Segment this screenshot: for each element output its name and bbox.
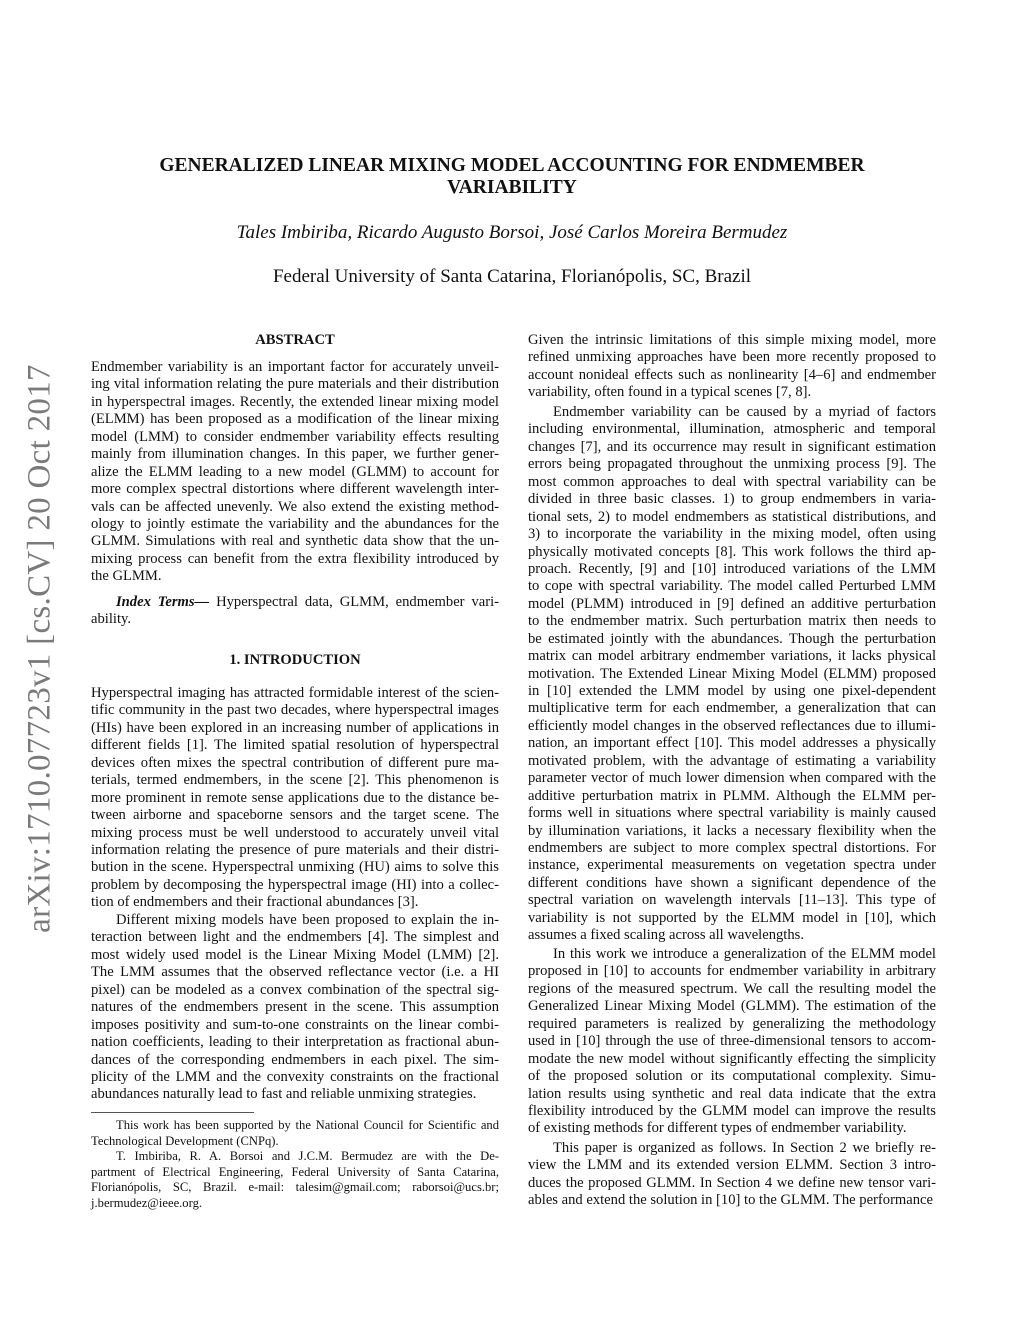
text-line: ology to jointly estimate the variability and the abundances for the [91,515,499,532]
text-line: mixing process can benefit from the extra flexibility introduced by [91,550,499,567]
text-line: the GLMM. [91,568,162,585]
text-line: including environmental, illumination, atmospheric and temporal [528,421,936,438]
text-line: motivation. The Extended Linear Mixing Model (ELMM) proposed [528,665,936,682]
index-terms-text: Hyperspectral data, GLMM, endmember vari- [216,594,499,610]
paper-title-line-2: VARIABILITY [447,177,577,198]
text-line: most widely used model is the Linear Mixing Model (LMM) [2]. [91,946,499,963]
text-line: lation results using synthetic and real data indicate that the extra [528,1085,936,1102]
text-line: most common approaches to deal with spectral variability can be [528,473,936,490]
intro-paragraph [91,912,499,1104]
text-line: proach. Recently, [9] and [10] introduced variations of the LMM [528,560,936,577]
intro-paragraph [528,404,936,945]
text-line: natures of the endmembers present in the scene. This assumption [91,999,499,1016]
text-line: mixing process must be well understood to accurately unveil vital [91,824,499,841]
text-line: additive perturbation matrix in PLMM. Although the ELMM per- [528,787,936,804]
text-line: nation, an important effect [10]. This model addresses a physically [528,735,936,752]
text-line: j.bermudez@ieee.org. [91,1195,203,1210]
text-line: variability, often found in a typical scenes [7, 8]. [528,384,812,401]
footnote-divider [91,1112,254,1113]
text-line: vals can be affected unevenly. We also extend the existing method- [91,498,499,515]
text-line: proposed in [10] to accounts for endmember variability in arbitrary [528,963,936,980]
text-line: of existing methods for different types of endmember variability. [528,1120,907,1137]
text-line: errors being propagated throughout the unmixing process [9]. The [528,456,936,473]
text-line: (HIs) have been explored in an increasing number of applications in [91,719,499,736]
intro-paragraph [528,946,936,1138]
text-line: account nonideal effects such as nonlinearity [4–6] and endmember [528,366,936,383]
text-line: matrix can model arbitrary endmember variations, it lacks physical [528,648,936,665]
text-line: imposes positivity and sum-to-one constraints on the linear combi- [91,1016,499,1033]
text-line: plicity of the LMM and the convexity constraints on the fractional [91,1068,499,1085]
text-line: flexibility introduced by the GLMM model can improve the results [528,1102,936,1119]
text-line: Hyperspectral imaging has attracted formidable interest of the scien- [91,685,499,701]
text-line: The LMM assumes that the observed reflectance vector (i.e. a HI [91,964,499,981]
text-line: This paper is organized as follows. In Section 2 we briefly re- [553,1140,936,1156]
text-line: regions of the measured spectrum. We call the resulting model the [528,980,936,997]
text-line: multiplicative term for each endmember, a generalization that can [528,700,936,717]
text-line: instance, experimental measurements on vegetation spectra under [528,857,936,874]
text-line: model (PLMM) introduced in [9] defined an additive perturbation [528,595,936,612]
paper-authors: Tales Imbiriba, Ricardo Augusto Borsoi, José Carlos Moreira Bermudez [236,222,788,243]
text-line: information relating the presence of pure materials and their distri- [91,841,499,858]
text-line: ing vital information relating the pure materials and their distribution [91,376,499,393]
text-line: to cope with spectral variability. The model called Perturbed LMM [528,578,936,595]
index-terms [91,594,499,629]
arxiv-identifier-stamp: arXiv:1710.07723v1 [cs.CV] 20 Oct 2017 [21,364,58,933]
text-line: 3) to incorporate the variability in the mixing model, often using [528,526,936,543]
abstract-heading: ABSTRACT [255,332,335,348]
text-line: view the LMM and its extended version ELMM. Section 3 intro- [528,1157,936,1174]
text-line: bution in the scene. Hyperspectral unmixing (HU) aims to solve this [91,859,499,876]
text-line: be estimated jointly with the abundances. Though the perturbation [528,630,936,647]
text-line: tional sets, 2) to model endmembers as statistical distributions, and [528,508,936,525]
text-line: spectral variation on wavelength intervals [11–13]. This type of [528,892,936,909]
text-line: GLMM. Simulations with real and synthetic data show that the un- [91,533,499,550]
text-line: Generalized Linear Mixing Model (GLMM). The estimation of the [528,998,936,1015]
paper-title-line-1: GENERALIZED LINEAR MIXING MODEL ACCOUNTING FOR ENDMEMBER [159,155,865,176]
text-line: changes [7], and its occurrence may result in significant estimation [528,438,936,455]
text-line: more complex spectral distortions where different wavelength inter- [91,481,499,498]
text-line: tion of endmembers and their fractional abundances [3]. [91,894,419,911]
text-line: forms well in situations where spectral variability is mainly caused [528,805,936,822]
text-line: Given the intrinsic limitations of this simple mixing model, more [528,332,936,348]
text-line: ables and extend the solution in [10] to the GLMM. The performance [528,1192,934,1209]
text-line: motivated problem, with the advantage of estimating a variability [528,752,936,769]
text-line: by illumination variations, it lacks a necessary flexibility when the [528,822,936,839]
text-line: in hyperspectral images. Recently, the extended linear mixing model [91,393,499,410]
text-line: terials, termed endmembers, in the scene [2]. This phenomenon is [91,772,499,789]
intro-paragraph [528,1140,936,1210]
text-line: divided in three basic classes. 1) to group endmembers in varia- [528,491,936,508]
text-line: Different mixing models have been proposed to explain the in- [116,912,499,928]
text-line: different fields [1]. The limited spatial resolution of hyperspectral [91,737,499,754]
text-line: used in [10] through the use of three-dimensional tensors to accom- [528,1033,936,1050]
text-line: required parameters is realized by generalizing the methodology [528,1015,936,1032]
text-line: model (LMM) to consider endmember variability effects resulting [91,428,499,445]
text-line: refined unmixing approaches have been more recently proposed to [528,349,936,366]
intro-paragraph [528,332,936,402]
paper-affiliation: Federal University of Santa Catarina, Florianópolis, SC, Brazil [272,266,752,287]
text-line: T. Imbiriba, R. A. Borsoi and J.C.M. Bermudez are with the De- [116,1149,499,1163]
intro-paragraph [91,685,499,912]
text-line: physically motivated concepts [8]. This work follows the third ap- [528,543,936,560]
introduction-heading: 1. INTRODUCTION [229,652,361,668]
text-line: devices often mixes the spectral contribution of different pure ma- [91,754,499,771]
text-line: alize the ELMM leading to a new model (GLMM) to account for [91,463,499,480]
text-line: Technological Development (CNPq). [91,1133,279,1148]
text-line: parameter vector of much lower dimension when compared with the [528,770,936,787]
text-line: abundances naturally lead to fast and reliable unmixing strategies. [91,1086,477,1103]
text-line: Florianópolis, SC, Brazil. e-mail: talesim@gmail.com; raborsoi@ucs.br; [91,1180,499,1194]
index-terms-label: Index Terms— [116,594,210,610]
text-line: endmembers are subject to more complex spectral distortions. For [528,839,936,856]
text-line: problem by decomposing the hyperspectral image (HI) into a collec- [91,876,499,893]
text-line: teraction between light and the endmembers [4]. The simplest and [91,929,499,946]
text-line: (ELMM) has been proposed as a modification of the linear mixing [91,411,499,428]
text-line: This work has been supported by the National Council for Scientific and [116,1118,499,1132]
text-line: of the proposed solution or its computational complexity. Simu- [528,1068,936,1085]
footnote-affiliations [91,1149,499,1211]
text-line: pixel) can be modeled as a convex combination of the spectral sig- [91,981,499,998]
text-line: dances of the corresponding endmembers in each pixel. The sim- [91,1051,499,1068]
text-line: assumes a fixed scaling across all wavelengths. [528,927,804,944]
text-line: duces the proposed GLMM. In Section 4 we define new tensor vari- [528,1174,936,1191]
abstract-body [91,359,499,586]
text-line: mainly from illumination changes. In this paper, we further gener- [91,446,499,463]
text-line: more prominent in remote sense applications due to the distance be- [91,789,499,806]
text-line: modate the new model without significantly effecting the simplicity [528,1050,936,1067]
text-line: nation coefficients, leading to their interpretation as fractional abun- [91,1034,499,1051]
text-line: tween airborne and spaceborne sensors and the target scene. The [91,807,499,824]
text-line: In this work we introduce a generalization of the ELMM model [553,946,936,962]
text-line: tific community in the past two decades, where hyperspectral images [91,702,499,719]
index-terms-text-cont: ability. [91,611,131,628]
text-line: to the endmember matrix. Such perturbation matrix then needs to [528,613,936,630]
text-line: efficiently model changes in the observed reflectances due to illumi- [528,717,936,734]
text-line: Endmember variability can be caused by a myriad of factors [553,404,936,420]
footnote-funding [91,1118,499,1149]
text-line: different conditions have shown a significant dependence of the [528,874,936,891]
text-line: partment of Electrical Engineering, Federal University of Santa Catarina, [91,1164,499,1179]
text-line: in [10] extended the LMM model by using one pixel-dependent [528,683,936,699]
text-line: variability is not supported by the ELMM model in [10], which [528,909,936,926]
text-line: Endmember variability is an important factor for accurately unveil- [91,359,499,375]
